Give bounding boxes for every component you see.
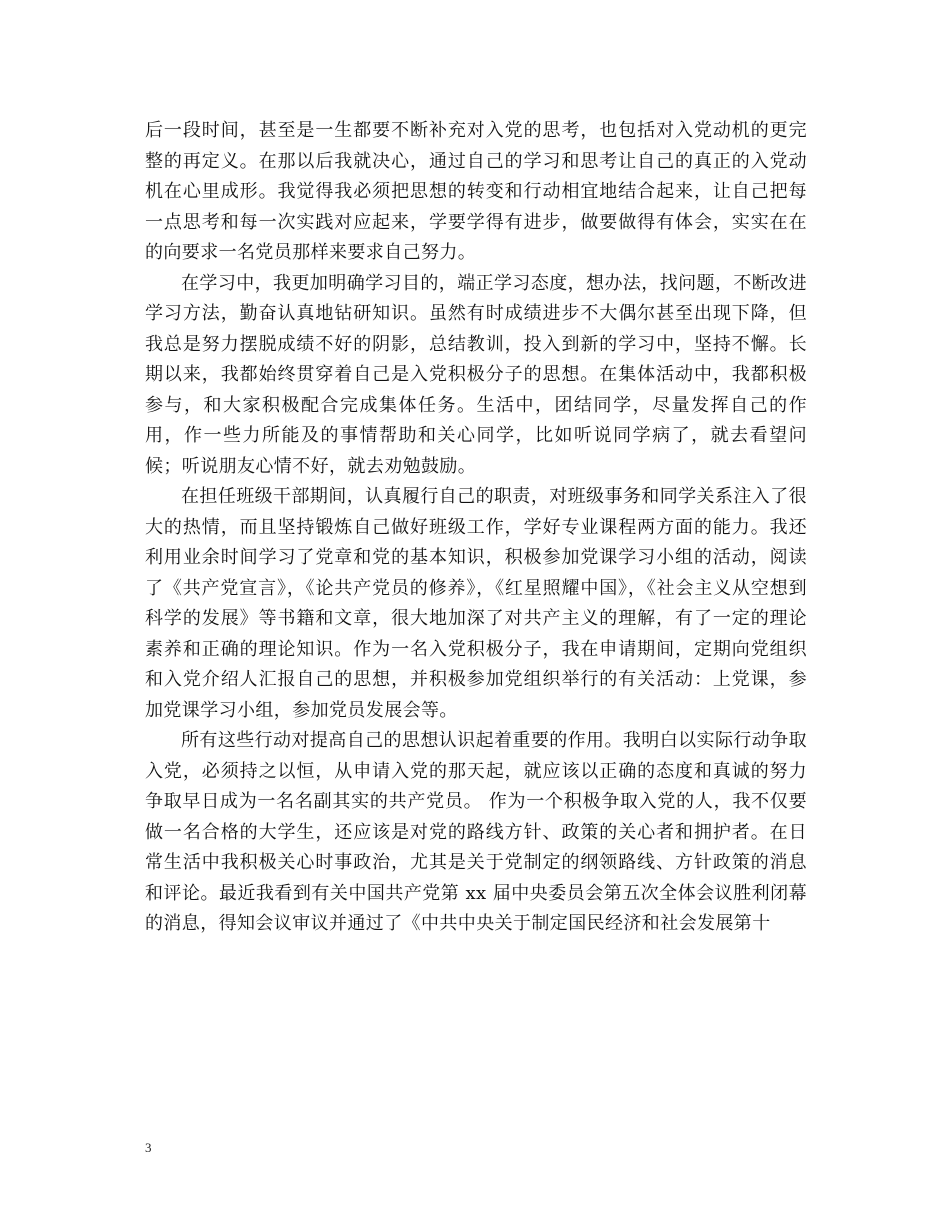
page-number: 3 <box>145 1140 152 1155</box>
paragraph-1: 后一段时间，甚至是一生都要不断补充对入党的思考，也包括对入党动机的更完整的再定义。在那以后我就决心，通过自己的学习和思考让自己的真正的入党动机在心里成形。我觉得我必须把思想的转变和行动相宜地结合起来，让自己把每一点思考和每一次实践对应起来，学要学得有进步，做要做得有体会，实实在在的向要求一名党员那样来要求自己努力。 <box>145 120 807 263</box>
document-body <box>145 116 807 940</box>
paragraph-2: 在学习中，我更加明确学习目的，端正学习态度，想办法，找问题，不断改进学习方法，勤奋认真地钻研知识。虽然有时成绩进步不大偶尔甚至出现下降，但我总是努力摆脱成绩不好的阴影，总结教训，投入到新的学习中，坚持不懈。长期以来，我都始终贯穿着自己是入党积极分子的思想。在集体活动中，我都积极参与，和大家积极配合完成集体任务。生活中，团结同学，尽量发挥自己的作用，作一些力所能及的事情帮助和关心同学，比如听说同学病了，就去看望问候；听说朋友心情不好，就去劝勉鼓励。 <box>145 272 807 477</box>
paragraph-4: 所有这些行动对提高自己的思想认识起着重要的作用。我明白以实际行动争取入党，必须持之以恒，从申请入党的那天起，就应该以正确的态度和真诚的努力争取早日成为一名名副其实的共产党员。 作为一个积极争取入党的人，我不仅要做一名合格的大学生，还应该是对党的路线方针、政策的关心者和拥护者。在日常生活中我积极关心时事政治，尤其是关于党制定的纲领路线、方针政策的消息和评论。最近我看到有关中国共产党第 xx 届中央委员会第五次全体会议胜利闭幕的消息，得知会议审议并通过了《中共中央关于制定国民经济和社会发展第十 <box>145 730 807 934</box>
paragraph-3: 在担任班级干部期间，认真履行自己的职责，对班级事务和同学关系注入了很大的热情，而且坚持锻炼自己做好班级工作，学好专业课程两方面的能力。我还利用业余时间学习了党章和党的基本知识，积极参加党课学习小组的活动，阅读了《共产党宣言》，《论共产党员的修养》，《红星照耀中国》，《社会主义从空想到科学的发展》等书籍和文章，很大地加深了对共产主义的理解，有了一定的理论素养和正确的理论知识。作为一名入党积极分子，我在申请期间，定期向党组织和入党介绍人汇报自己的思想，并积极参加党组织举行的有关活动：上党课，参加党课学习小组，参加党员发展会等。 <box>145 486 807 721</box>
